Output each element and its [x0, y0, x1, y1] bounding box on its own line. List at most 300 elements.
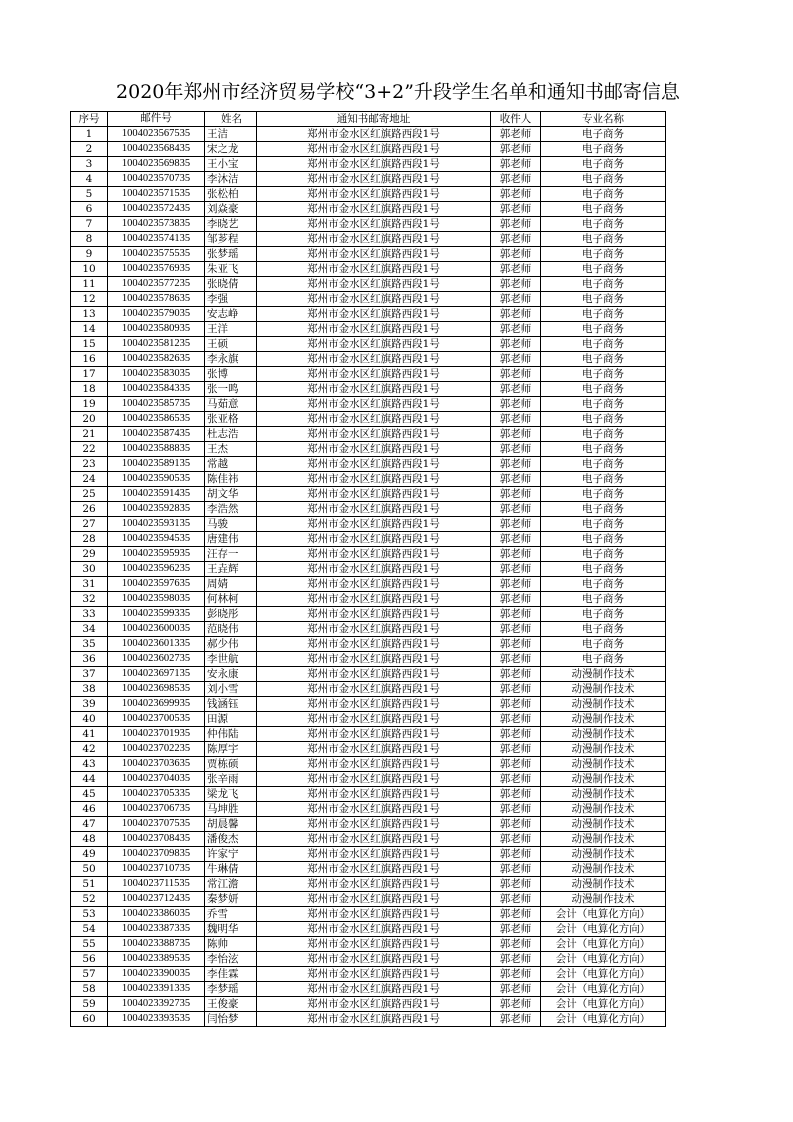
cell-recipient: 郭老师: [491, 892, 541, 907]
cell-mailing-address: 郑州市金水区红旗路西段1号: [257, 862, 491, 877]
table-row: [71, 997, 666, 1012]
cell-major: 电子商务: [541, 292, 666, 307]
cell-serial-number: 15: [71, 337, 108, 352]
cell-mail-number: 1004023592835: [108, 502, 205, 517]
table-row: [71, 412, 666, 427]
cell-mailing-address: 郑州市金水区红旗路西段1号: [257, 412, 491, 427]
cell-student-name: 刘焱豪: [205, 202, 257, 217]
header-major: 专业名称: [541, 112, 666, 127]
cell-student-name: 陈厚宇: [205, 742, 257, 757]
cell-recipient: 郭老师: [491, 397, 541, 412]
cell-serial-number: 5: [71, 187, 108, 202]
cell-recipient: 郭老师: [491, 877, 541, 892]
cell-mail-number: 1004023570735: [108, 172, 205, 187]
cell-mailing-address: 郑州市金水区红旗路西段1号: [257, 292, 491, 307]
cell-major: 电子商务: [541, 547, 666, 562]
cell-mail-number: 1004023387335: [108, 922, 205, 937]
cell-mail-number: 1004023572435: [108, 202, 205, 217]
cell-serial-number: 19: [71, 397, 108, 412]
cell-student-name: 贾栋硕: [205, 757, 257, 772]
cell-mail-number: 1004023580935: [108, 322, 205, 337]
cell-mail-number: 1004023392735: [108, 997, 205, 1012]
table-row: [71, 562, 666, 577]
cell-mailing-address: 郑州市金水区红旗路西段1号: [257, 442, 491, 457]
cell-major: 动漫制作技术: [541, 667, 666, 682]
cell-student-name: 马坤胜: [205, 802, 257, 817]
cell-recipient: 郭老师: [491, 202, 541, 217]
cell-major: 动漫制作技术: [541, 832, 666, 847]
table-row: [71, 667, 666, 682]
cell-mail-number: 1004023388735: [108, 937, 205, 952]
cell-recipient: 郭老师: [491, 502, 541, 517]
cell-recipient: 郭老师: [491, 787, 541, 802]
cell-major: 电子商务: [541, 202, 666, 217]
cell-student-name: 魏明华: [205, 922, 257, 937]
table-row: [71, 187, 666, 202]
cell-recipient: 郭老师: [491, 217, 541, 232]
cell-mailing-address: 郑州市金水区红旗路西段1号: [257, 247, 491, 262]
table-row: [71, 307, 666, 322]
cell-recipient: 郭老师: [491, 847, 541, 862]
cell-mail-number: 1004023390035: [108, 967, 205, 982]
cell-serial-number: 23: [71, 457, 108, 472]
cell-recipient: 郭老师: [491, 322, 541, 337]
cell-recipient: 郭老师: [491, 997, 541, 1012]
cell-recipient: 郭老师: [491, 427, 541, 442]
cell-serial-number: 21: [71, 427, 108, 442]
cell-major: 动漫制作技术: [541, 757, 666, 772]
cell-student-name: 王杰: [205, 442, 257, 457]
cell-student-name: 刘小雪: [205, 682, 257, 697]
table-row: [71, 127, 666, 142]
table-row: [71, 292, 666, 307]
cell-recipient: 郭老师: [491, 142, 541, 157]
table-row: [71, 517, 666, 532]
cell-mail-number: 1004023583035: [108, 367, 205, 382]
cell-major: 电子商务: [541, 307, 666, 322]
cell-mailing-address: 郑州市金水区红旗路西段1号: [257, 352, 491, 367]
cell-student-name: 田源: [205, 712, 257, 727]
table-row: [71, 532, 666, 547]
cell-recipient: 郭老师: [491, 247, 541, 262]
cell-student-name: 乔雪: [205, 907, 257, 922]
cell-major: 动漫制作技术: [541, 712, 666, 727]
cell-mail-number: 1004023569835: [108, 157, 205, 172]
cell-mailing-address: 郑州市金水区红旗路西段1号: [257, 367, 491, 382]
cell-mailing-address: 郑州市金水区红旗路西段1号: [257, 757, 491, 772]
cell-major: 动漫制作技术: [541, 742, 666, 757]
cell-mail-number: 1004023585735: [108, 397, 205, 412]
cell-mailing-address: 郑州市金水区红旗路西段1号: [257, 937, 491, 952]
cell-major: 动漫制作技术: [541, 772, 666, 787]
cell-recipient: 郭老师: [491, 517, 541, 532]
cell-student-name: 李浩然: [205, 502, 257, 517]
cell-recipient: 郭老师: [491, 532, 541, 547]
cell-serial-number: 26: [71, 502, 108, 517]
cell-major: 动漫制作技术: [541, 877, 666, 892]
cell-recipient: 郭老师: [491, 232, 541, 247]
cell-major: 电子商务: [541, 607, 666, 622]
cell-student-name: 胡文华: [205, 487, 257, 502]
cell-mail-number: 1004023707535: [108, 817, 205, 832]
cell-recipient: 郭老师: [491, 652, 541, 667]
cell-student-name: 安志峥: [205, 307, 257, 322]
cell-recipient: 郭老师: [491, 547, 541, 562]
cell-mail-number: 1004023706735: [108, 802, 205, 817]
cell-recipient: 郭老师: [491, 382, 541, 397]
cell-major: 动漫制作技术: [541, 892, 666, 907]
cell-mail-number: 1004023709835: [108, 847, 205, 862]
cell-mail-number: 1004023595935: [108, 547, 205, 562]
cell-mailing-address: 郑州市金水区红旗路西段1号: [257, 712, 491, 727]
table-row: [71, 397, 666, 412]
cell-mailing-address: 郑州市金水区红旗路西段1号: [257, 727, 491, 742]
table-row: [71, 472, 666, 487]
cell-student-name: 李世航: [205, 652, 257, 667]
cell-student-name: 马骏: [205, 517, 257, 532]
cell-major: 电子商务: [541, 562, 666, 577]
cell-serial-number: 47: [71, 817, 108, 832]
cell-major: 电子商务: [541, 622, 666, 637]
table-row: [71, 637, 666, 652]
cell-mail-number: 1004023598035: [108, 592, 205, 607]
cell-mailing-address: 郑州市金水区红旗路西段1号: [257, 172, 491, 187]
cell-major: 动漫制作技术: [541, 817, 666, 832]
table-row: [71, 352, 666, 367]
cell-serial-number: 10: [71, 262, 108, 277]
cell-recipient: 郭老师: [491, 802, 541, 817]
cell-mail-number: 1004023579035: [108, 307, 205, 322]
cell-serial-number: 57: [71, 967, 108, 982]
cell-mailing-address: 郑州市金水区红旗路西段1号: [257, 187, 491, 202]
cell-recipient: 郭老师: [491, 127, 541, 142]
cell-mail-number: 1004023568435: [108, 142, 205, 157]
cell-major: 电子商务: [541, 592, 666, 607]
cell-serial-number: 35: [71, 637, 108, 652]
cell-serial-number: 8: [71, 232, 108, 247]
cell-mail-number: 1004023576935: [108, 262, 205, 277]
cell-student-name: 常江澹: [205, 877, 257, 892]
cell-serial-number: 28: [71, 532, 108, 547]
header-student-name: 姓名: [205, 112, 257, 127]
table-row: [71, 682, 666, 697]
table-row: [71, 367, 666, 382]
cell-major: 电子商务: [541, 397, 666, 412]
cell-mail-number: 1004023581235: [108, 337, 205, 352]
cell-recipient: 郭老师: [491, 817, 541, 832]
cell-mail-number: 1004023711535: [108, 877, 205, 892]
cell-serial-number: 20: [71, 412, 108, 427]
cell-serial-number: 32: [71, 592, 108, 607]
cell-mailing-address: 郑州市金水区红旗路西段1号: [257, 472, 491, 487]
cell-serial-number: 25: [71, 487, 108, 502]
cell-student-name: 张松柏: [205, 187, 257, 202]
table-row: [71, 157, 666, 172]
cell-student-name: 张梦瑶: [205, 247, 257, 262]
cell-recipient: 郭老师: [491, 577, 541, 592]
cell-mail-number: 1004023700535: [108, 712, 205, 727]
table-row: [71, 877, 666, 892]
cell-mail-number: 1004023589135: [108, 457, 205, 472]
cell-major: 电子商务: [541, 322, 666, 337]
cell-student-name: 陈佳祎: [205, 472, 257, 487]
cell-recipient: 郭老师: [491, 412, 541, 427]
cell-recipient: 郭老师: [491, 952, 541, 967]
cell-major: 电子商务: [541, 232, 666, 247]
table-row: [71, 487, 666, 502]
cell-mail-number: 1004023391335: [108, 982, 205, 997]
table-row: [71, 337, 666, 352]
cell-serial-number: 1: [71, 127, 108, 142]
cell-mail-number: 1004023584335: [108, 382, 205, 397]
cell-recipient: 郭老师: [491, 592, 541, 607]
cell-student-name: 常越: [205, 457, 257, 472]
cell-mail-number: 1004023574135: [108, 232, 205, 247]
cell-major: 会计（电算化方向）: [541, 907, 666, 922]
cell-student-name: 唐建伟: [205, 532, 257, 547]
cell-mailing-address: 郑州市金水区红旗路西段1号: [257, 622, 491, 637]
cell-recipient: 郭老师: [491, 742, 541, 757]
cell-major: 电子商务: [541, 262, 666, 277]
cell-major: 动漫制作技术: [541, 862, 666, 877]
table-row: [71, 712, 666, 727]
table-header-row: [71, 112, 666, 127]
cell-serial-number: 11: [71, 277, 108, 292]
cell-major: 电子商务: [541, 217, 666, 232]
cell-major: 电子商务: [541, 247, 666, 262]
cell-student-name: 邹芗程: [205, 232, 257, 247]
cell-student-name: 朱亚飞: [205, 262, 257, 277]
cell-mail-number: 1004023593135: [108, 517, 205, 532]
cell-mailing-address: 郑州市金水区红旗路西段1号: [257, 322, 491, 337]
cell-mail-number: 1004023577235: [108, 277, 205, 292]
table-row: [71, 802, 666, 817]
cell-serial-number: 59: [71, 997, 108, 1012]
cell-student-name: 汪存一: [205, 547, 257, 562]
cell-major: 动漫制作技术: [541, 727, 666, 742]
cell-major: 电子商务: [541, 472, 666, 487]
cell-mail-number: 1004023708435: [108, 832, 205, 847]
cell-student-name: 宋之龙: [205, 142, 257, 157]
header-mail-number: 邮件号: [108, 112, 205, 127]
cell-mail-number: 1004023594535: [108, 532, 205, 547]
cell-recipient: 郭老师: [491, 862, 541, 877]
table-row: [71, 502, 666, 517]
table-row: [71, 1012, 666, 1027]
cell-mail-number: 1004023588835: [108, 442, 205, 457]
cell-student-name: 闫怡梦: [205, 1012, 257, 1027]
cell-recipient: 郭老师: [491, 337, 541, 352]
cell-serial-number: 29: [71, 547, 108, 562]
cell-recipient: 郭老师: [491, 472, 541, 487]
cell-serial-number: 51: [71, 877, 108, 892]
cell-student-name: 李梦瑶: [205, 982, 257, 997]
cell-recipient: 郭老师: [491, 907, 541, 922]
cell-major: 电子商务: [541, 502, 666, 517]
table-row: [71, 217, 666, 232]
cell-serial-number: 55: [71, 937, 108, 952]
cell-student-name: 范晓伟: [205, 622, 257, 637]
cell-serial-number: 36: [71, 652, 108, 667]
cell-serial-number: 53: [71, 907, 108, 922]
table-row: [71, 892, 666, 907]
cell-mailing-address: 郑州市金水区红旗路西段1号: [257, 847, 491, 862]
cell-mailing-address: 郑州市金水区红旗路西段1号: [257, 547, 491, 562]
cell-student-name: 张晓倩: [205, 277, 257, 292]
cell-recipient: 郭老师: [491, 727, 541, 742]
cell-serial-number: 24: [71, 472, 108, 487]
cell-serial-number: 13: [71, 307, 108, 322]
cell-recipient: 郭老师: [491, 967, 541, 982]
cell-major: 会计（电算化方向）: [541, 997, 666, 1012]
cell-mail-number: 1004023393535: [108, 1012, 205, 1027]
cell-mail-number: 1004023704035: [108, 772, 205, 787]
table-row: [71, 442, 666, 457]
cell-serial-number: 44: [71, 772, 108, 787]
cell-mailing-address: 郑州市金水区红旗路西段1号: [257, 637, 491, 652]
cell-major: 电子商务: [541, 427, 666, 442]
cell-student-name: 马茹意: [205, 397, 257, 412]
cell-mail-number: 1004023573835: [108, 217, 205, 232]
cell-mailing-address: 郑州市金水区红旗路西段1号: [257, 607, 491, 622]
cell-mail-number: 1004023702235: [108, 742, 205, 757]
cell-mailing-address: 郑州市金水区红旗路西段1号: [257, 742, 491, 757]
cell-recipient: 郭老师: [491, 937, 541, 952]
cell-serial-number: 58: [71, 982, 108, 997]
cell-student-name: 许家宁: [205, 847, 257, 862]
cell-recipient: 郭老师: [491, 682, 541, 697]
table-row: [71, 742, 666, 757]
table-row: [71, 727, 666, 742]
cell-student-name: 胡晨馨: [205, 817, 257, 832]
cell-recipient: 郭老师: [491, 622, 541, 637]
cell-major: 动漫制作技术: [541, 787, 666, 802]
cell-recipient: 郭老师: [491, 712, 541, 727]
table-row: [71, 862, 666, 877]
cell-mail-number: 1004023599335: [108, 607, 205, 622]
cell-mail-number: 1004023578635: [108, 292, 205, 307]
table-row: [71, 172, 666, 187]
cell-serial-number: 22: [71, 442, 108, 457]
cell-major: 电子商务: [541, 577, 666, 592]
cell-major: 电子商务: [541, 187, 666, 202]
cell-recipient: 郭老师: [491, 187, 541, 202]
cell-major: 电子商务: [541, 457, 666, 472]
cell-serial-number: 43: [71, 757, 108, 772]
cell-student-name: 安永康: [205, 667, 257, 682]
page-title: 2020年郑州市经济贸易学校“3+2”升段学生名单和通知书邮寄信息: [116, 81, 680, 103]
cell-major: 会计（电算化方向）: [541, 982, 666, 997]
table-row: [71, 457, 666, 472]
cell-mail-number: 1004023590535: [108, 472, 205, 487]
cell-mailing-address: 郑州市金水区红旗路西段1号: [257, 517, 491, 532]
cell-mailing-address: 郑州市金水区红旗路西段1号: [257, 697, 491, 712]
cell-mail-number: 1004023386035: [108, 907, 205, 922]
cell-mail-number: 1004023591435: [108, 487, 205, 502]
cell-student-name: 张博: [205, 367, 257, 382]
cell-mailing-address: 郑州市金水区红旗路西段1号: [257, 337, 491, 352]
cell-student-name: 王俊豪: [205, 997, 257, 1012]
cell-serial-number: 38: [71, 682, 108, 697]
cell-student-name: 李佳霖: [205, 967, 257, 982]
cell-serial-number: 46: [71, 802, 108, 817]
cell-major: 电子商务: [541, 127, 666, 142]
cell-mailing-address: 郑州市金水区红旗路西段1号: [257, 382, 491, 397]
table-row: [71, 622, 666, 637]
cell-serial-number: 17: [71, 367, 108, 382]
table-row: [71, 277, 666, 292]
cell-mailing-address: 郑州市金水区红旗路西段1号: [257, 877, 491, 892]
cell-serial-number: 34: [71, 622, 108, 637]
cell-major: 电子商务: [541, 412, 666, 427]
cell-mail-number: 1004023597635: [108, 577, 205, 592]
cell-mailing-address: 郑州市金水区红旗路西段1号: [257, 262, 491, 277]
cell-mailing-address: 郑州市金水区红旗路西段1号: [257, 652, 491, 667]
cell-recipient: 郭老师: [491, 307, 541, 322]
cell-mailing-address: 郑州市金水区红旗路西段1号: [257, 397, 491, 412]
cell-serial-number: 49: [71, 847, 108, 862]
cell-mail-number: 1004023699935: [108, 697, 205, 712]
cell-mailing-address: 郑州市金水区红旗路西段1号: [257, 787, 491, 802]
cell-recipient: 郭老师: [491, 562, 541, 577]
cell-student-name: 王硕: [205, 337, 257, 352]
table-row: [71, 787, 666, 802]
cell-mailing-address: 郑州市金水区红旗路西段1号: [257, 817, 491, 832]
cell-mail-number: 1004023600035: [108, 622, 205, 637]
cell-mailing-address: 郑州市金水区红旗路西段1号: [257, 577, 491, 592]
cell-recipient: 郭老师: [491, 457, 541, 472]
table-row: [71, 937, 666, 952]
cell-mail-number: 1004023571535: [108, 187, 205, 202]
cell-major: 电子商务: [541, 532, 666, 547]
cell-serial-number: 48: [71, 832, 108, 847]
cell-student-name: 陈帅: [205, 937, 257, 952]
table-row: [71, 907, 666, 922]
cell-student-name: 王小宝: [205, 157, 257, 172]
cell-student-name: 牛琳倩: [205, 862, 257, 877]
cell-student-name: 周婧: [205, 577, 257, 592]
cell-major: 会计（电算化方向）: [541, 937, 666, 952]
cell-mailing-address: 郑州市金水区红旗路西段1号: [257, 922, 491, 937]
cell-mailing-address: 郑州市金水区红旗路西段1号: [257, 562, 491, 577]
cell-student-name: 李强: [205, 292, 257, 307]
cell-mailing-address: 郑州市金水区红旗路西段1号: [257, 667, 491, 682]
cell-recipient: 郭老师: [491, 922, 541, 937]
cell-mailing-address: 郑州市金水区红旗路西段1号: [257, 127, 491, 142]
table-row: [71, 652, 666, 667]
table-row: [71, 202, 666, 217]
cell-mail-number: 1004023703635: [108, 757, 205, 772]
cell-serial-number: 40: [71, 712, 108, 727]
cell-mail-number: 1004023712435: [108, 892, 205, 907]
cell-mailing-address: 郑州市金水区红旗路西段1号: [257, 457, 491, 472]
cell-student-name: 李怡泫: [205, 952, 257, 967]
cell-student-name: 钱涵钰: [205, 697, 257, 712]
cell-recipient: 郭老师: [491, 637, 541, 652]
table-row: [71, 832, 666, 847]
cell-recipient: 郭老师: [491, 697, 541, 712]
table-row: [71, 427, 666, 442]
cell-mail-number: 1004023698535: [108, 682, 205, 697]
cell-major: 会计（电算化方向）: [541, 952, 666, 967]
cell-student-name: 何林柯: [205, 592, 257, 607]
cell-student-name: 秦梦妍: [205, 892, 257, 907]
cell-serial-number: 7: [71, 217, 108, 232]
cell-serial-number: 50: [71, 862, 108, 877]
cell-serial-number: 16: [71, 352, 108, 367]
cell-mailing-address: 郑州市金水区红旗路西段1号: [257, 952, 491, 967]
cell-serial-number: 12: [71, 292, 108, 307]
